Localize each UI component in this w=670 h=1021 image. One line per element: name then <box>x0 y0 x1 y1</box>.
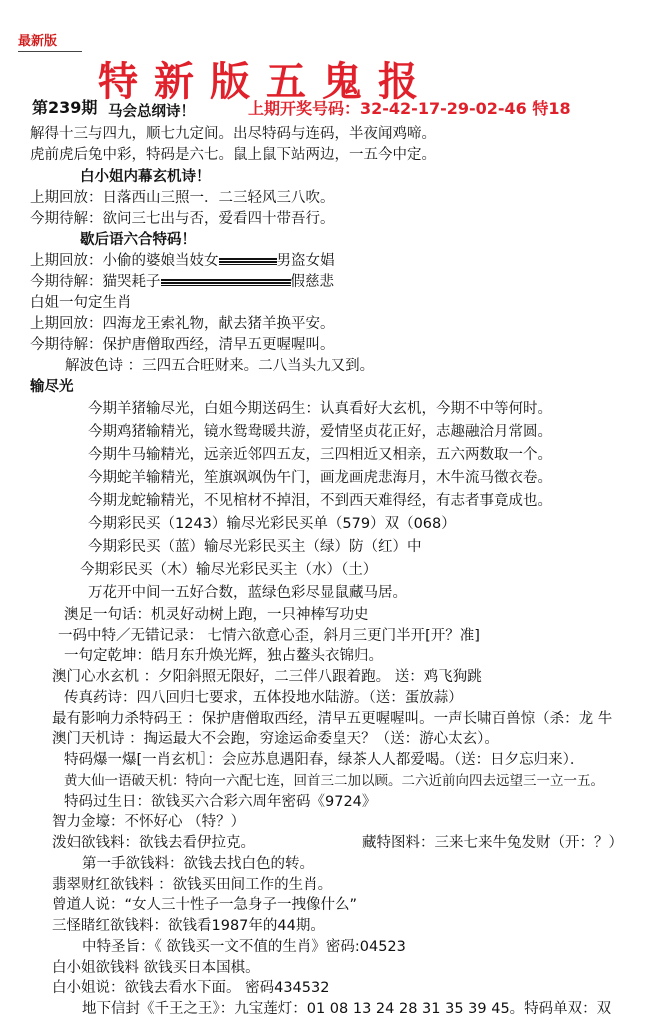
text-line: 黄大仙一语破天机：特向一六配七连，回首三二加以顾。二六近前向四去远望三一立一五。 <box>64 773 604 789</box>
text-segment: 男盗女娼 <box>276 253 335 269</box>
text-line: 特码爆一爆[一肖玄机］：会应苏息遇阳春，绿茶人人都爱喝。（送：日夕忘归来）． <box>64 752 585 768</box>
text-line: 上期回放：日落西山三照一．二三轻风三八吹。 <box>30 190 335 206</box>
text-line: 一句定乾坤：皓月东升焕光辉，独占鳌头衣锦归。 <box>64 648 383 664</box>
text-line: 今期彩民买（蓝）输尽光彩民买主（绿）防（红）中 <box>88 539 422 555</box>
text-line: 今期龙蛇输精光，不见棺材不掉泪，不到西天难得经，有志者事竟成也。 <box>88 493 552 509</box>
text-line: 翡翠财红欲钱料 ：欲钱买田间工作的生肖。 <box>52 877 333 893</box>
text-line: 曾道人说：“女人三十性子一急身子一拽像什么” <box>52 897 358 913</box>
last-draw-numbers: 上期开奖号码：32-42-17-29-02-46 特18 <box>248 99 571 118</box>
text-line: 白姐一句定生肖 <box>30 295 132 311</box>
text-line: 今期待解：保护唐僧取西经，清早五更喔喔叫。 <box>30 337 335 353</box>
text-line: 澳门心水玄机 ：夕阳斜照无限好，二三伴八跟着跑。 送：鸡飞狗跳 <box>52 669 482 685</box>
text-line: 澳足一句话：机灵好动树上跑，一只神棒写功史 <box>64 607 369 623</box>
text-line: 今期牛马输精光，远亲近邻四五友，三四相近又相亲，五六两数取一个。 <box>88 447 552 463</box>
text-line: 歇后语六合特码！ <box>80 232 196 248</box>
text-line: 澳门天机诗 ：掏运最大不会跑，穷途运命委皇天？（送：游心太玄）。 <box>52 731 499 747</box>
text-line: 地下信封《千王之王》：九宝莲灯：01 08 13 24 28 31 35 39 45。特码单双：双 <box>82 1001 612 1017</box>
page-title: 特新版五鬼报 <box>98 58 434 105</box>
text-line: 输尽光 <box>30 379 74 395</box>
blank-bar <box>161 279 291 286</box>
text-line: 今期羊猪输尽光，白姐今期送码生：认真看好大玄机，今期不中等何时。 <box>88 401 552 417</box>
text-line: 藏特图料：三来七来牛兔发财（开：？） <box>362 835 623 851</box>
text-segment: 上期回放：小偷的婆娘当妓女 <box>30 253 219 269</box>
text-line: 泼妇欲钱料：欲钱去看伊拉克。 <box>52 835 255 851</box>
text-line: 上期回放：四海龙王索礼物，献去猪羊换平安。 <box>30 316 335 332</box>
text-segment: 今期待解：猫哭耗子 <box>30 274 161 290</box>
text-line: 今期彩民买（1243）输尽光彩民买单（579）双（068） <box>88 516 456 532</box>
text-line <box>30 273 334 291</box>
edition-tag: 最新版 <box>18 30 82 52</box>
text-line: 最有影响力杀特码王 ：保护唐僧取西经，清早五更喔喔叫。一声长啸百兽惊（杀：龙 牛 <box>52 711 613 727</box>
text-line: 第一手欲钱料：欲钱去找白色的转。 <box>82 856 314 872</box>
text-line: 白小姐欲钱料 欲钱买日本国棋。 <box>52 960 260 976</box>
text-segment: 假慈悲 <box>290 274 334 290</box>
text-line: 马会总纲诗！ <box>108 104 195 120</box>
issue-number: 第239期 <box>32 98 98 117</box>
text-line: 白小姐说：欲钱去看水下面。 密码434532 <box>52 980 330 996</box>
text-line: 今期蛇羊输精光，笙旗飒飒伪午门，画龙画虎悲海月，木牛流马徵衣卷。 <box>88 470 552 486</box>
text-line: 一码中特／无错记录： 七情六欲意心歪，斜月三更门半开[开？准] <box>58 628 480 644</box>
text-line: 解波色诗 ：三四五合旺财来。二八当头九又到。 <box>65 358 375 374</box>
text-line: 今期彩民买（木）输尽光彩民买主（水）（土） <box>80 562 378 578</box>
text-line: 白小姐内幕玄机诗！ <box>80 169 211 185</box>
text-line: 中特圣旨：《 欲钱买一文不值的生肖》密码:04523 <box>82 939 406 955</box>
text-line: 特码过生日：欲钱买六合彩六周年密码《9724》 <box>64 794 377 810</box>
text-line: 今期待解：欲问三七出与否，爱看四十带吾行。 <box>30 211 335 227</box>
text-line: 今期鸡猪输精光，镜水鸳鸯暖共游，爱情坚贞花正好，志趣融洽月常圆。 <box>88 424 552 440</box>
text-line: 三怪睹红欲钱料：欲钱看1987年的44期。 <box>52 918 325 934</box>
text-line: 智力金壕：不怀好心 （特？） <box>52 814 246 830</box>
text-line: 解得十三与四九，顺七九定间。出尽特码与连码，半夜闻鸡啼。 <box>30 126 436 142</box>
text-line: 虎前虎后兔中彩，特码是六七。鼠上鼠下站两边，一五今中定。 <box>30 147 436 163</box>
text-line <box>30 252 335 270</box>
text-line: 传真药诗：四八回归七要求，五体投地水陆游。（送：蛋放蒜） <box>64 690 463 706</box>
text-line: 万花开中间一五好合数，蓝绿色彩尽显鼠藏马居。 <box>88 585 407 601</box>
blank-bar <box>219 258 277 265</box>
